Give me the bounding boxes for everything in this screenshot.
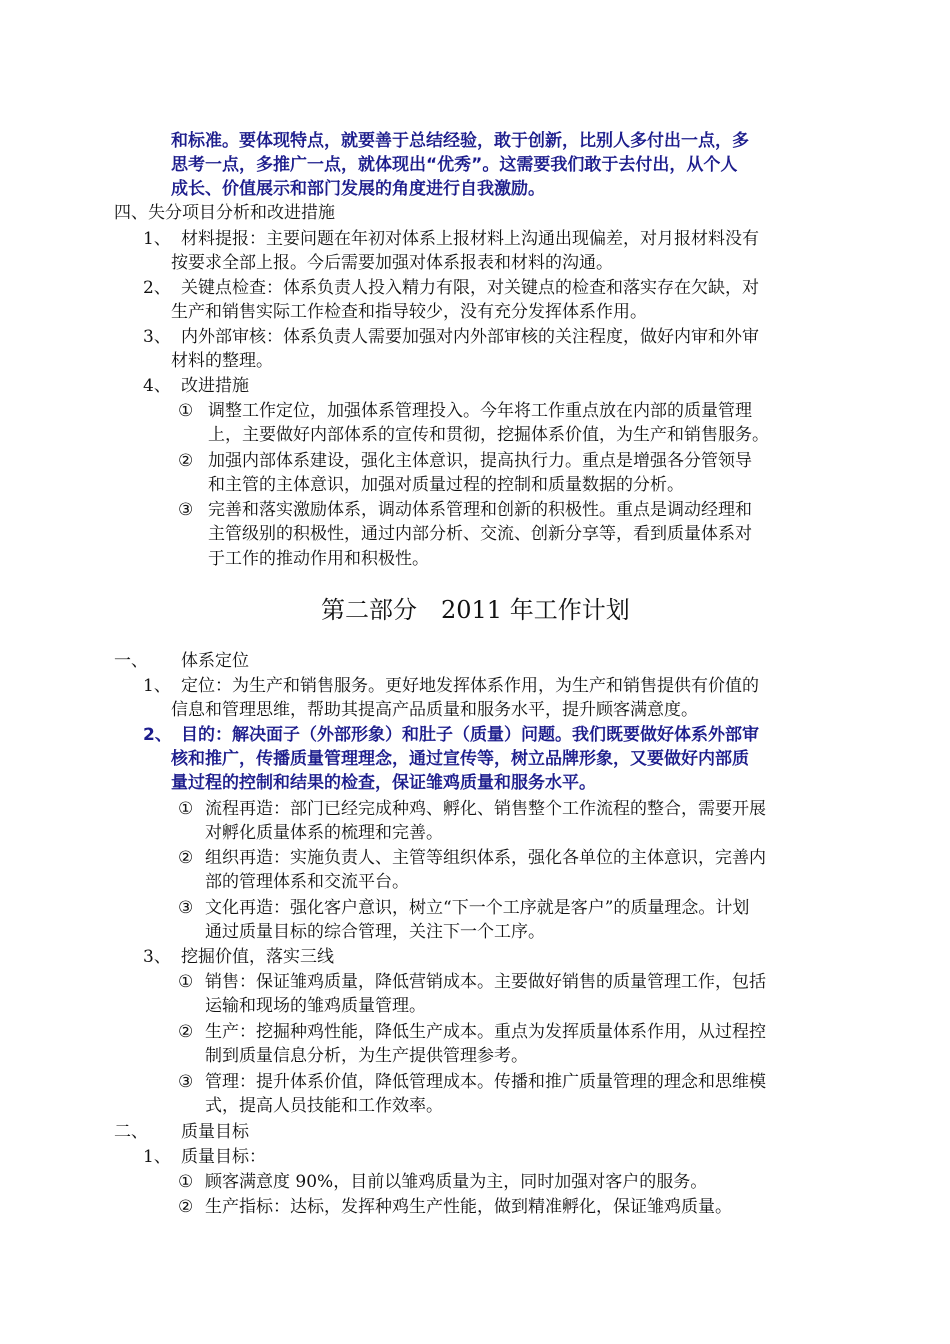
subitem-number: ② xyxy=(178,1197,194,1217)
subitem-line: 顾客满意度 90%，目前以雏鸡质量为主，同时加强对客户的服务。 xyxy=(205,1172,708,1192)
item-line: 挖掘价值，落实三线 xyxy=(181,947,334,967)
subitem-line: 上，主要做好内部体系的宣传和贯彻，挖掘体系价值，为生产和销售服务。 xyxy=(208,425,769,445)
subitem-number: ③ xyxy=(178,500,194,520)
subitem-line: 组织再造：实施负责人、主管等组织体系，强化各单位的主体意识，完善内 xyxy=(205,848,766,868)
item-number: 1、 xyxy=(143,1147,171,1167)
subitem-line: 销售：保证雏鸡质量，降低营销成本。主要做好销售的质量管理工作，包括 xyxy=(205,972,766,992)
paragraph-line: 和标准。要体现特点，就要善于总结经验，敢于创新，比别人多付出一点，多 xyxy=(171,131,749,151)
subitem-line: 主管级别的积极性，通过内部分析、交流、创新分享等，看到质量体系对 xyxy=(208,524,752,544)
item-number: 3、 xyxy=(143,947,171,967)
subitem-line: 式，提高人员技能和工作效率。 xyxy=(205,1096,443,1116)
item-line: 生产和销售实际工作检查和指导较少，没有充分发挥体系作用。 xyxy=(171,302,647,322)
paragraph-line: 成长、价值展示和部门发展的角度进行自我激励。 xyxy=(171,179,545,199)
item-number: 1、 xyxy=(143,229,171,249)
subitem-line: 和主管的主体意识，加强对质量过程的控制和质量数据的分析。 xyxy=(208,475,684,495)
subitem-line: 制到质量信息分析，为生产提供管理参考。 xyxy=(205,1046,528,1066)
subitem-line: 完善和落实激励体系，调动体系管理和创新的积极性。重点是调动经理和 xyxy=(208,500,752,520)
paragraph-line: 思考一点，多推广一点，就体现出“优秀”。这需要我们敢于去付出，从个人 xyxy=(171,155,738,175)
section-number: 一、 xyxy=(114,651,148,671)
subitem-number: ② xyxy=(178,451,194,471)
subitem-line: 生产：挖掘种鸡性能，降低生产成本。重点为发挥质量体系作用，从过程控 xyxy=(205,1022,766,1042)
part-title: 第二部分 2011 年工作计划 xyxy=(321,596,630,624)
section-heading: 四、失分项目分析和改进措施 xyxy=(114,203,335,223)
subitem-line: 流程再造：部门已经完成种鸡、孵化、销售整个工作流程的整合，需要开展 xyxy=(205,799,766,819)
item-number: 3、 xyxy=(143,327,171,347)
item-line: 内外部审核：体系负责人需要加强对内外部审核的关注程度，做好内审和外审 xyxy=(181,327,759,347)
item-line: 按要求全部上报。今后需要加强对体系报表和材料的沟通。 xyxy=(171,253,613,273)
subitem-number: ① xyxy=(178,799,194,819)
subitem-line: 管理：提升体系价值，降低管理成本。传播和推广质量管理的理念和思维模 xyxy=(205,1072,766,1092)
subitem-line: 生产指标：达标，发挥种鸡生产性能，做到精准孵化，保证雏鸡质量。 xyxy=(205,1197,732,1217)
subitem-number: ② xyxy=(178,1022,194,1042)
subitem-line: 加强内部体系建设，强化主体意识，提高执行力。重点是增强各分管领导 xyxy=(208,451,752,471)
subitem-line: 通过质量目标的综合管理，关注下一个工序。 xyxy=(205,922,545,942)
subitem-line: 调整工作定位，加强体系管理投入。今年将工作重点放在内部的质量管理 xyxy=(208,401,752,421)
subitem-line: 对孵化质量体系的梳理和完善。 xyxy=(205,823,443,843)
item-number: 2、 xyxy=(143,725,172,745)
section-heading: 体系定位 xyxy=(181,651,249,671)
item-line: 定位：为生产和销售服务。更好地发挥体系作用，为生产和销售提供有价值的 xyxy=(181,676,759,696)
subitem-number: ③ xyxy=(178,1072,194,1092)
section-number: 二、 xyxy=(114,1122,148,1142)
item-number: 2、 xyxy=(143,278,171,298)
subitem-number: ① xyxy=(178,401,194,421)
item-line: 目的：解决面子（外部形象）和肚子（质量）问题。我们既要做好体系外部审 xyxy=(181,725,759,745)
subitem-number: ① xyxy=(178,1172,194,1192)
item-number: 1、 xyxy=(143,676,171,696)
item-line: 改进措施 xyxy=(181,376,249,396)
item-line: 量过程的控制和结果的检查，保证雏鸡质量和服务水平。 xyxy=(171,773,596,793)
subitem-line: 运输和现场的雏鸡质量管理。 xyxy=(205,996,426,1016)
item-line: 关键点检查：体系负责人投入精力有限，对关键点的检查和落实存在欠缺，对 xyxy=(181,278,759,298)
subitem-line: 文化再造：强化客户意识，树立“下一个工序就是客户”的质量理念。计划 xyxy=(205,898,750,918)
subitem-number: ① xyxy=(178,972,194,992)
item-number: 4、 xyxy=(143,376,171,396)
item-line: 核和推广，传播质量管理理念，通过宣传等，树立品牌形象，又要做好内部质 xyxy=(171,749,749,769)
section-heading: 质量目标 xyxy=(181,1122,249,1142)
subitem-line: 于工作的推动作用和积极性。 xyxy=(208,549,429,569)
item-line: 信息和管理思维，帮助其提高产品质量和服务水平，提升顾客满意度。 xyxy=(171,700,698,720)
subitem-number: ③ xyxy=(178,898,194,918)
item-line: 质量目标： xyxy=(181,1147,266,1167)
item-line: 材料提报：主要问题在年初对体系上报材料上沟通出现偏差，对月报材料没有 xyxy=(181,229,759,249)
subitem-line: 部的管理体系和交流平台。 xyxy=(205,872,409,892)
subitem-number: ② xyxy=(178,848,194,868)
item-line: 材料的整理。 xyxy=(171,351,273,371)
